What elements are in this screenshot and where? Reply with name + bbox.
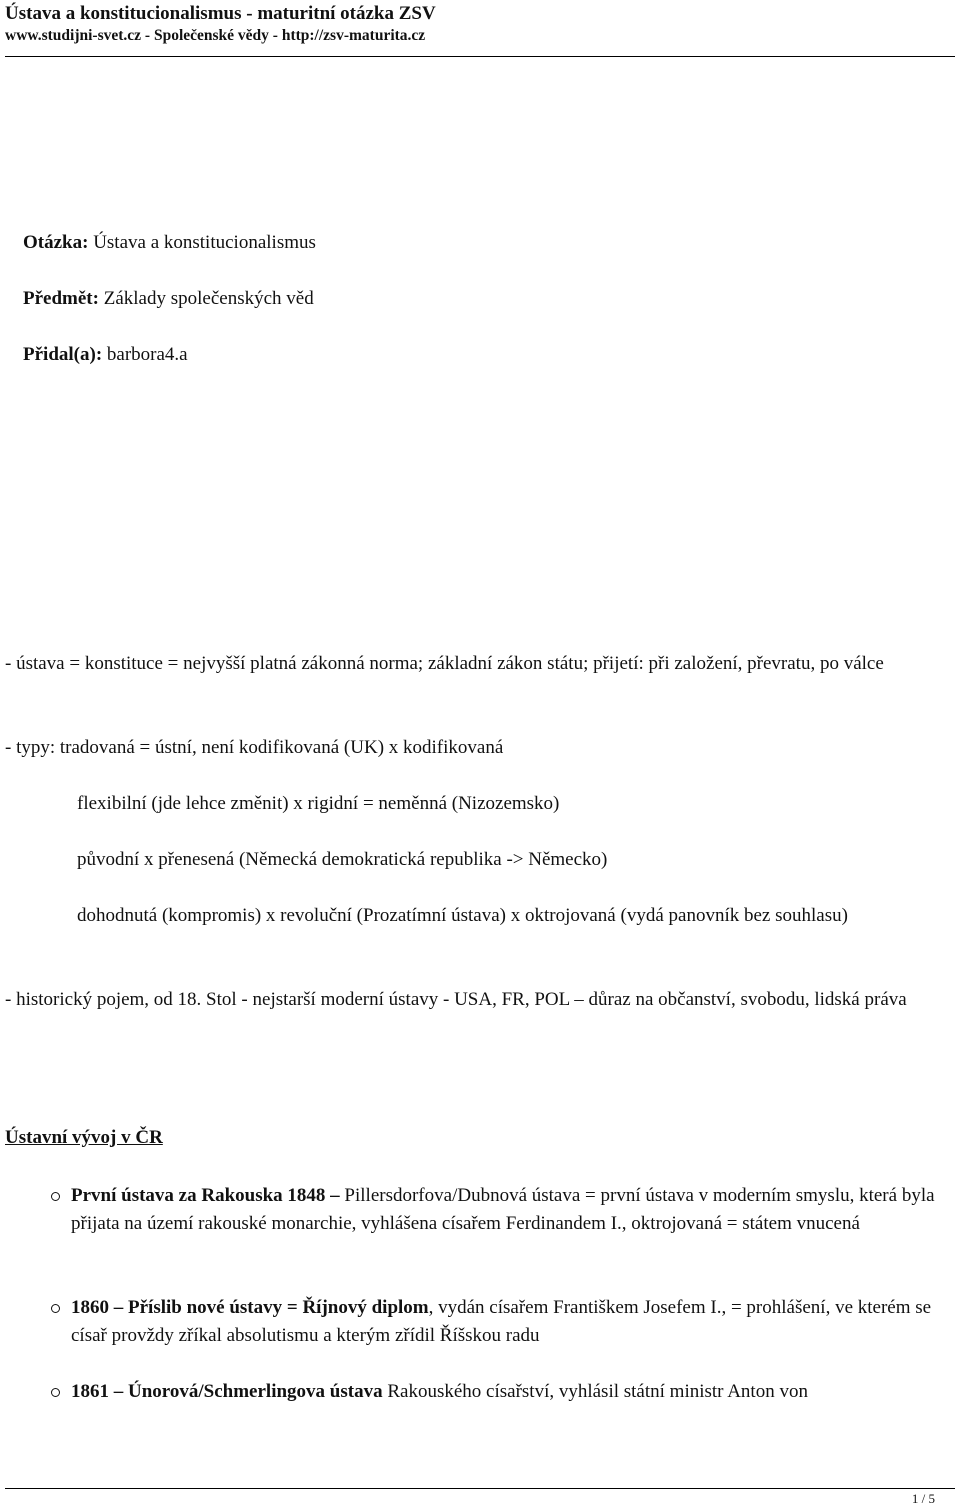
meta-question-value: Ústava a konstitucionalismus [88, 232, 316, 253]
list-item-bold: 1861 – Únorová/Schmerlingova ústava [71, 1381, 383, 1402]
paragraph-flexible: flexibilní (jde lehce změnit) x rigidní = neměnná (Nizozemsko) [77, 793, 560, 814]
list-item-text: Pillersdorfova/Dubnová ústava = první ústava v moderním smyslu, která byla přijata na území rakouské monarchie, vyhlášena císařem Ferdinandem I., oktrojovaná = státem vnucená [71, 1185, 935, 1234]
meta-subject-value: Základy společenských věd [98, 288, 314, 309]
list-item-bold: 1860 – Příslib nové ústavy = Říjnový diplom [71, 1297, 429, 1318]
document-header [5, 2, 955, 46]
header-divider [5, 56, 955, 57]
list-item [71, 1294, 951, 1350]
paragraph-original: původní x přenesená (Německá demokratická republika -> Německo) [77, 849, 608, 870]
paragraph-agreed: dohodnutá (kompromis) x revoluční (Prozatímní ústava) x oktrojovaná (vydá panovník bez souhlasu) [77, 905, 848, 926]
paragraph-types: - typy: tradovaná = ústní, není kodifikovaná (UK) x kodifikovaná [5, 737, 504, 758]
meta-author [23, 343, 188, 367]
footer-divider [5, 1488, 955, 1489]
list-item [71, 1182, 951, 1238]
meta-subject [23, 287, 314, 311]
paragraph-history: - historický pojem, od 18. Stol - nejstarší moderní ústavy - USA, FR, POL – důraz na občanství, svobodu, lidská práva [5, 989, 907, 1010]
list-item-bold: První ústava za Rakouska 1848 – [71, 1185, 345, 1206]
bullet-icon [51, 1304, 60, 1313]
list-item [71, 1378, 951, 1406]
list-item-text: , vydán císařem Františkem Josefem I., = prohlášení, ve kterém se císař provždy zříkal absolutismu a kterým zřídil Říšskou radu [71, 1297, 932, 1346]
meta-question [23, 231, 316, 255]
bullet-icon [51, 1388, 60, 1397]
document-title: Ústava a konstitucionalismus - maturitní otázka ZSV [5, 3, 436, 24]
paragraph-definition: - ústava = konstituce = nejvyšší platná zákonná norma; základní zákon státu; přijetí: při založení, převratu, po válce [5, 653, 884, 674]
meta-author-label: Přidal(a): [23, 344, 103, 365]
page-number: 1 / 5 [911, 1491, 935, 1506]
list-item-text: Rakouského císařství, vyhlásil státní ministr Anton von [382, 1381, 808, 1402]
meta-subject-label: Předmět: [23, 288, 99, 309]
section-heading: Ústavní vývoj v ČR [5, 1127, 163, 1148]
bullet-icon [51, 1192, 60, 1201]
meta-author-value: barbora4.a [102, 344, 188, 365]
document-subtitle: www.studijni-svet.cz - Společenské vědy - http://zsv-maturita.cz [5, 27, 426, 44]
meta-question-label: Otázka: [23, 232, 89, 253]
